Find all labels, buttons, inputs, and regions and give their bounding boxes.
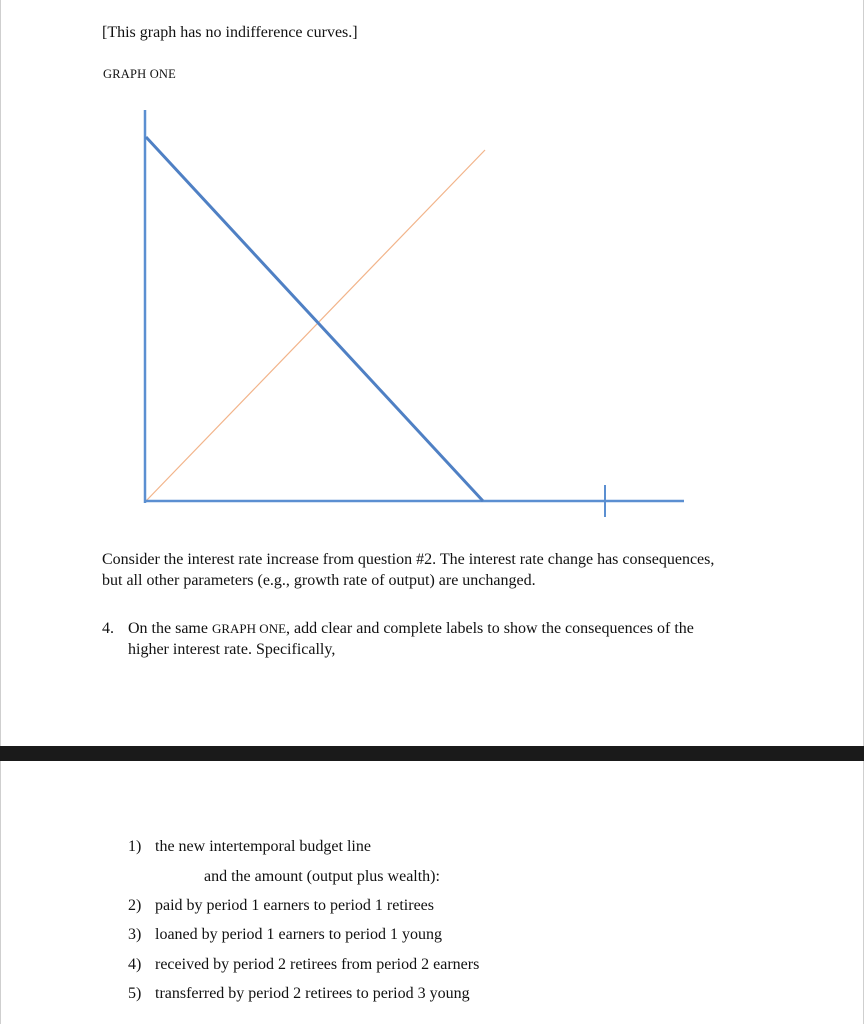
- graph-one-reference: GRAPH ONE: [211, 621, 287, 636]
- graph-title: GRAPH ONE: [103, 67, 176, 81]
- paragraph-line-1: Consider the interest rate increase from question #2. The interest rate change has consequences,: [102, 551, 715, 568]
- list-intro: and the amount (output plus wealth):: [204, 868, 440, 885]
- question-4-line-2: higher interest rate. Specifically,: [128, 641, 336, 658]
- document-page-bottom: 1) the new intertemporal budget line and the amount (output plus wealth): 2) paid by period 1 earners to period 1 retirees 3) loaned by period 1 earners to period 1 young 4) received by period 2 retirees from period 2 earners 5) transferred by period 2 retirees to period 3 young: [0, 761, 864, 1024]
- budget-line: [146, 137, 483, 501]
- question-4-line-1: On the same GRAPH ONE, add clear and complete labels to show the consequences of the: [128, 620, 694, 637]
- question-4-number: 4.: [102, 620, 114, 637]
- paragraph: [102, 549, 802, 591]
- page-divider: [0, 746, 864, 761]
- graph-note: [This graph has no indifference curves.]: [102, 24, 358, 41]
- paragraph-line-2: but all other parameters (e.g., growth rate of output) are unchanged.: [102, 572, 536, 589]
